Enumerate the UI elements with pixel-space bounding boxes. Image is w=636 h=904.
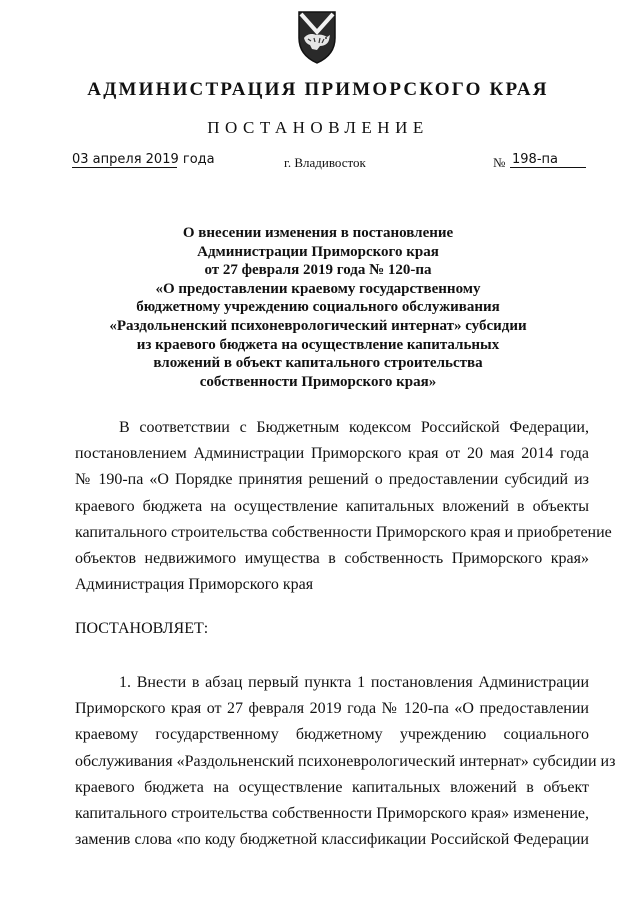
decree-word: ПОСТАНОВЛЯЕТ: [75,620,209,637]
heading-line: из краевого бюджета на осуществление капитальных [136,336,500,353]
heading-line: «Раздольненский психоневрологический интернат» субсидии [109,317,527,334]
primorsky-coat-of-arms-icon [296,8,338,64]
item-1-line: 1. Внести в абзац первый пункта 1 постановления Администрации [119,674,589,691]
heading-line: собственности Приморского края» [199,373,437,390]
preamble-line: В соответствии с Бюджетным кодексом Российской Федерации, [119,419,589,436]
item-1-line: обслуживания «Раздольненский психоневрологический интернат» субсидии из [75,752,616,770]
preamble-line: капитального строительства собственности Приморского края и приобретение [75,523,612,541]
item-1-line: Приморского края от 27 февраля 2019 года № 120-па «О предоставлении [75,700,589,718]
heading-line: вложений в объект капитального строительства [153,355,483,372]
document-number: 198-па [510,152,586,168]
number-sign: № [493,155,506,170]
document-heading [60,224,576,391]
document-city: г. Владивосток [284,155,366,170]
document-date: 03 апреля 2019 года [72,152,215,167]
preamble-line: краевого бюджета на осуществление капитальных вложений в объекты [75,497,589,515]
item-1-line: капитального строительства собственности Приморского края» изменение, [75,804,589,822]
heading-line: бюджетному учреждению социального обслуживания [136,299,500,316]
preamble-line: № 190-па «О Порядке принятия решений о предоставлении субсидий из [75,471,589,489]
preamble-line: постановлением Администрации Приморского края от 20 мая 2014 года [75,445,589,463]
preamble-line: Администрация Приморского края [75,576,314,594]
document-kind: ПОСТАНОВЛЕНИЕ [207,118,429,137]
preamble-paragraph [75,415,612,598]
administration-title: АДМИНИСТРАЦИЯ ПРИМОРСКОГО КРАЯ [87,79,549,100]
heading-line: О внесении изменения в постановление [182,225,454,241]
heading-line: «О предоставлении краевому государственному [155,280,481,297]
heading-line: от 27 февраля 2019 года № 120-па [204,262,432,279]
item-1-line: заменив слова «по коду бюджетной классификации Российской Федерации [75,831,589,849]
item-1-line: краевому государственному бюджетному учреждению социального [75,726,589,744]
heading-line: Администрации Приморского края [197,243,439,260]
item-1-line: краевого бюджета на осуществление капитальных вложений в объект [75,778,589,796]
item-1-paragraph [75,670,616,853]
preamble-line: объектов недвижимого имущества в собственность Приморского края» [75,549,589,567]
